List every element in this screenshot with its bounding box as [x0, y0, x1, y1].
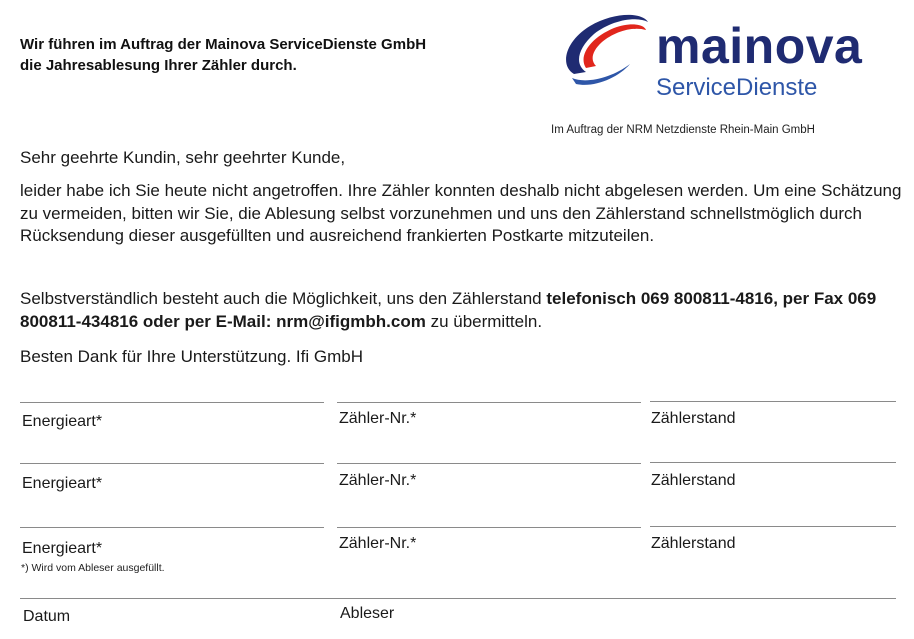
energy-line-3: [20, 527, 324, 528]
energy-line-1: [20, 402, 324, 403]
energy-line-2: [20, 463, 324, 464]
meter-line-1: [337, 402, 641, 403]
reading-label-3: Zählerstand: [651, 535, 736, 552]
reading-label-1: Zählerstand: [651, 410, 736, 427]
header-line-2: die Jahresablesung Ihrer Zähler durch.: [20, 57, 297, 74]
contact-details: telefonisch 069 800811-4816, per Fax 069 800811-434816 oder per E-Mail: nrm@ifigmbh.com: [20, 289, 877, 331]
mainova-logo: [556, 8, 876, 108]
meter-label-3: Zähler-Nr.*: [339, 535, 417, 552]
logo-subline: ServiceDienste: [656, 74, 818, 101]
energy-label-1: Energieart*: [22, 413, 103, 430]
energy-label-2: Energieart*: [22, 475, 103, 492]
reading-label-2: Zählerstand: [651, 472, 736, 489]
meter-label-2: Zähler-Nr.*: [339, 472, 417, 489]
reading-line-1: [650, 401, 896, 402]
contact-suffix: zu übermitteln.: [425, 312, 543, 331]
thanks-line: Besten Dank für Ihre Unterstützung. Ifi GmbH: [20, 347, 363, 366]
logo-wordmark: mainova: [656, 18, 863, 74]
contact-prefix: Selbstverständlich besteht auch die Möglichkeit, uns den Zählerstand: [20, 289, 547, 308]
meter-label-1: Zähler-Nr.*: [339, 410, 417, 427]
header-text: [20, 34, 540, 76]
greeting: Sehr geehrte Kundin, sehr geehrter Kunde,: [20, 148, 346, 167]
reading-line-3: [650, 526, 896, 527]
mandate-text: Im Auftrag der NRM Netzdienste Rhein-Main GmbH: [551, 124, 815, 136]
signature-line: [20, 598, 896, 599]
energy-label-3: Energieart*: [22, 540, 103, 557]
reading-line-2: [650, 462, 896, 463]
paragraph-notice: leider habe ich Sie heute nicht angetroffen. Ihre Zähler konnten deshalb nicht abgelesen werden. Um eine Schätzung zu vermeiden, bitten wir Sie, die Ablesung selbst vorzunehmen und uns den Zählerstand schnellstmöglich durch Rücksendung dieser ausgefüllten und ausreichend frankierten Postkarte mitzuteilen.: [20, 181, 902, 245]
footnote: *) Wird vom Ableser ausgefüllt.: [21, 562, 165, 574]
meter-line-2: [337, 463, 641, 464]
date-label: Datum: [23, 608, 71, 625]
paragraph-contact: [20, 287, 910, 333]
meter-line-3: [337, 527, 641, 528]
header-line-1: Wir führen im Auftrag der Mainova ServiceDienste GmbH: [20, 36, 427, 53]
mainova-swoosh-icon: [556, 8, 656, 88]
reader-label: Ableser: [340, 605, 395, 622]
